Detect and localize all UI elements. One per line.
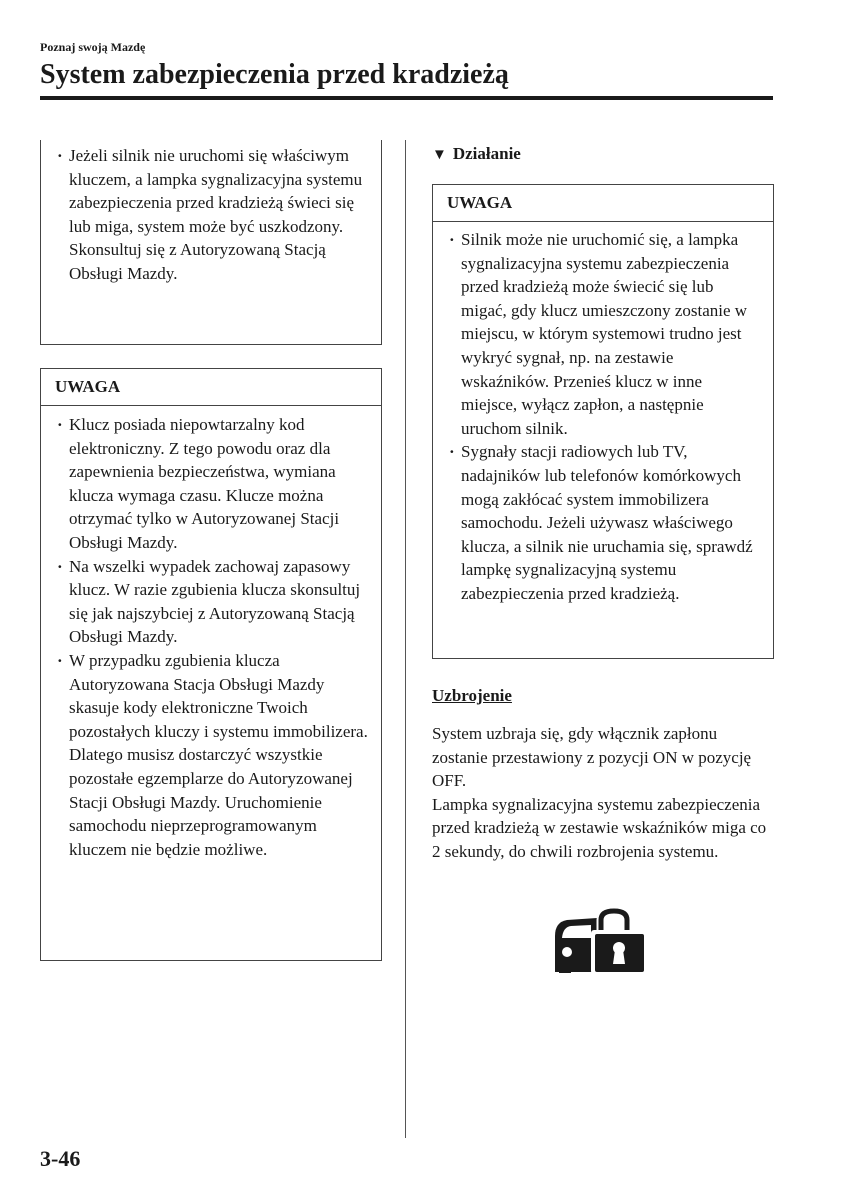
uwaga-box-left <box>40 368 382 961</box>
title-rule <box>40 96 773 100</box>
uwaga-list <box>41 413 369 861</box>
continued-note-body <box>41 140 381 286</box>
section-heading <box>432 144 521 164</box>
uwaga-body <box>41 406 381 861</box>
paragraph: Lampka sygnalizacyjna systemu zabezpieczenia przed kradzieżą w zestawie wskaźników miga co 2 sekundy, do chwili rozbrojenia systemu. <box>432 794 767 861</box>
list-item: · Klucz posiada niepowtarzalny kod elektroniczny. Z tego powodu oraz dla zapewnienia bezpieczeństwa, wymiana klucza wymaga czasu. Klucze można otrzymać tylko w Autoryzowanej Stacji Obsługi Mazdy. <box>41 413 369 555</box>
paragraph: System uzbraja się, gdy włącznik zapłonu zostanie przestawiony z pozycji ON w pozycję OFF. <box>432 724 752 791</box>
continued-note-box <box>40 140 382 345</box>
uwaga-box-right <box>432 184 774 659</box>
uwaga-body <box>433 222 773 606</box>
down-triangle-icon: ▼ <box>432 147 447 163</box>
list-item: · Jeżeli silnik nie uruchomi się właściwym kluczem, a lampka sygnalizacyjna systemu zabezpieczenia przed kradzieżą świeci się lub miga, system może być uszkodzony. Skonsultuj się z Autoryzowaną Stacją Obsługi Mazdy. <box>41 144 369 286</box>
list-item: · Sygnały stacji radiowych lub TV, nadajników lub telefonów komórkowych mogą zakłócać system immobilizera samochodu. Jeżeli używasz właściwego klucza, a silnik nie uruchamia się, sprawdź lampkę sygnalizacyjną systemu zabezpieczenia przed kradzieżą. <box>433 440 761 605</box>
continued-note-list <box>41 144 369 286</box>
car-padlock-security-indicator-icon <box>553 908 648 975</box>
list-item: · Na wszelki wypadek zachowaj zapasowy klucz. W razie zgubienia klucza skonsultuj się jak najszybciej z Autoryzowaną Stacją Obsługi Mazdy. <box>41 555 369 649</box>
list-item: · W przypadku zgubienia klucza Autoryzowana Stacja Obsługi Mazdy skasuje kody elektroniczne Twoich pozostałych kluczy i systemu immobilizera. Dlatego musisz dostarczyć wszystkie pozostałe egzemplarze do Autoryzowanej Stacji Obsługi Mazdy. Uruchomienie samochodu nieprzeprogramowanym kluczem nie będzie możliwe. <box>41 649 369 861</box>
uwaga-heading: UWAGA <box>433 185 773 222</box>
section-heading-label: Działanie <box>452 144 521 163</box>
breadcrumb: Poznaj swoją Mazdę <box>40 40 146 54</box>
page-number: 3-46 <box>40 1146 81 1171</box>
column-divider <box>405 140 406 1138</box>
subheading-uzbrojenie: Uzbrojenie <box>432 686 512 705</box>
body-text <box>432 722 777 864</box>
uwaga-heading: UWAGA <box>41 369 381 406</box>
page-title: System zabezpieczenia przed kradzieżą <box>40 59 509 90</box>
uwaga-list <box>433 228 761 606</box>
list-item: · Silnik może nie uruchomić się, a lampka sygnalizacyjna systemu zabezpieczenia przed kradzieżą może świecić się lub migać, gdy klucz umieszczony zostanie w miejscu, w którym systemowi trudno jest wykryć sygnał, np. na zestawie wskaźników. Przenieś klucz w inne miejsce, wyłącz zapłon, a następnie uruchom silnik. <box>433 228 761 440</box>
